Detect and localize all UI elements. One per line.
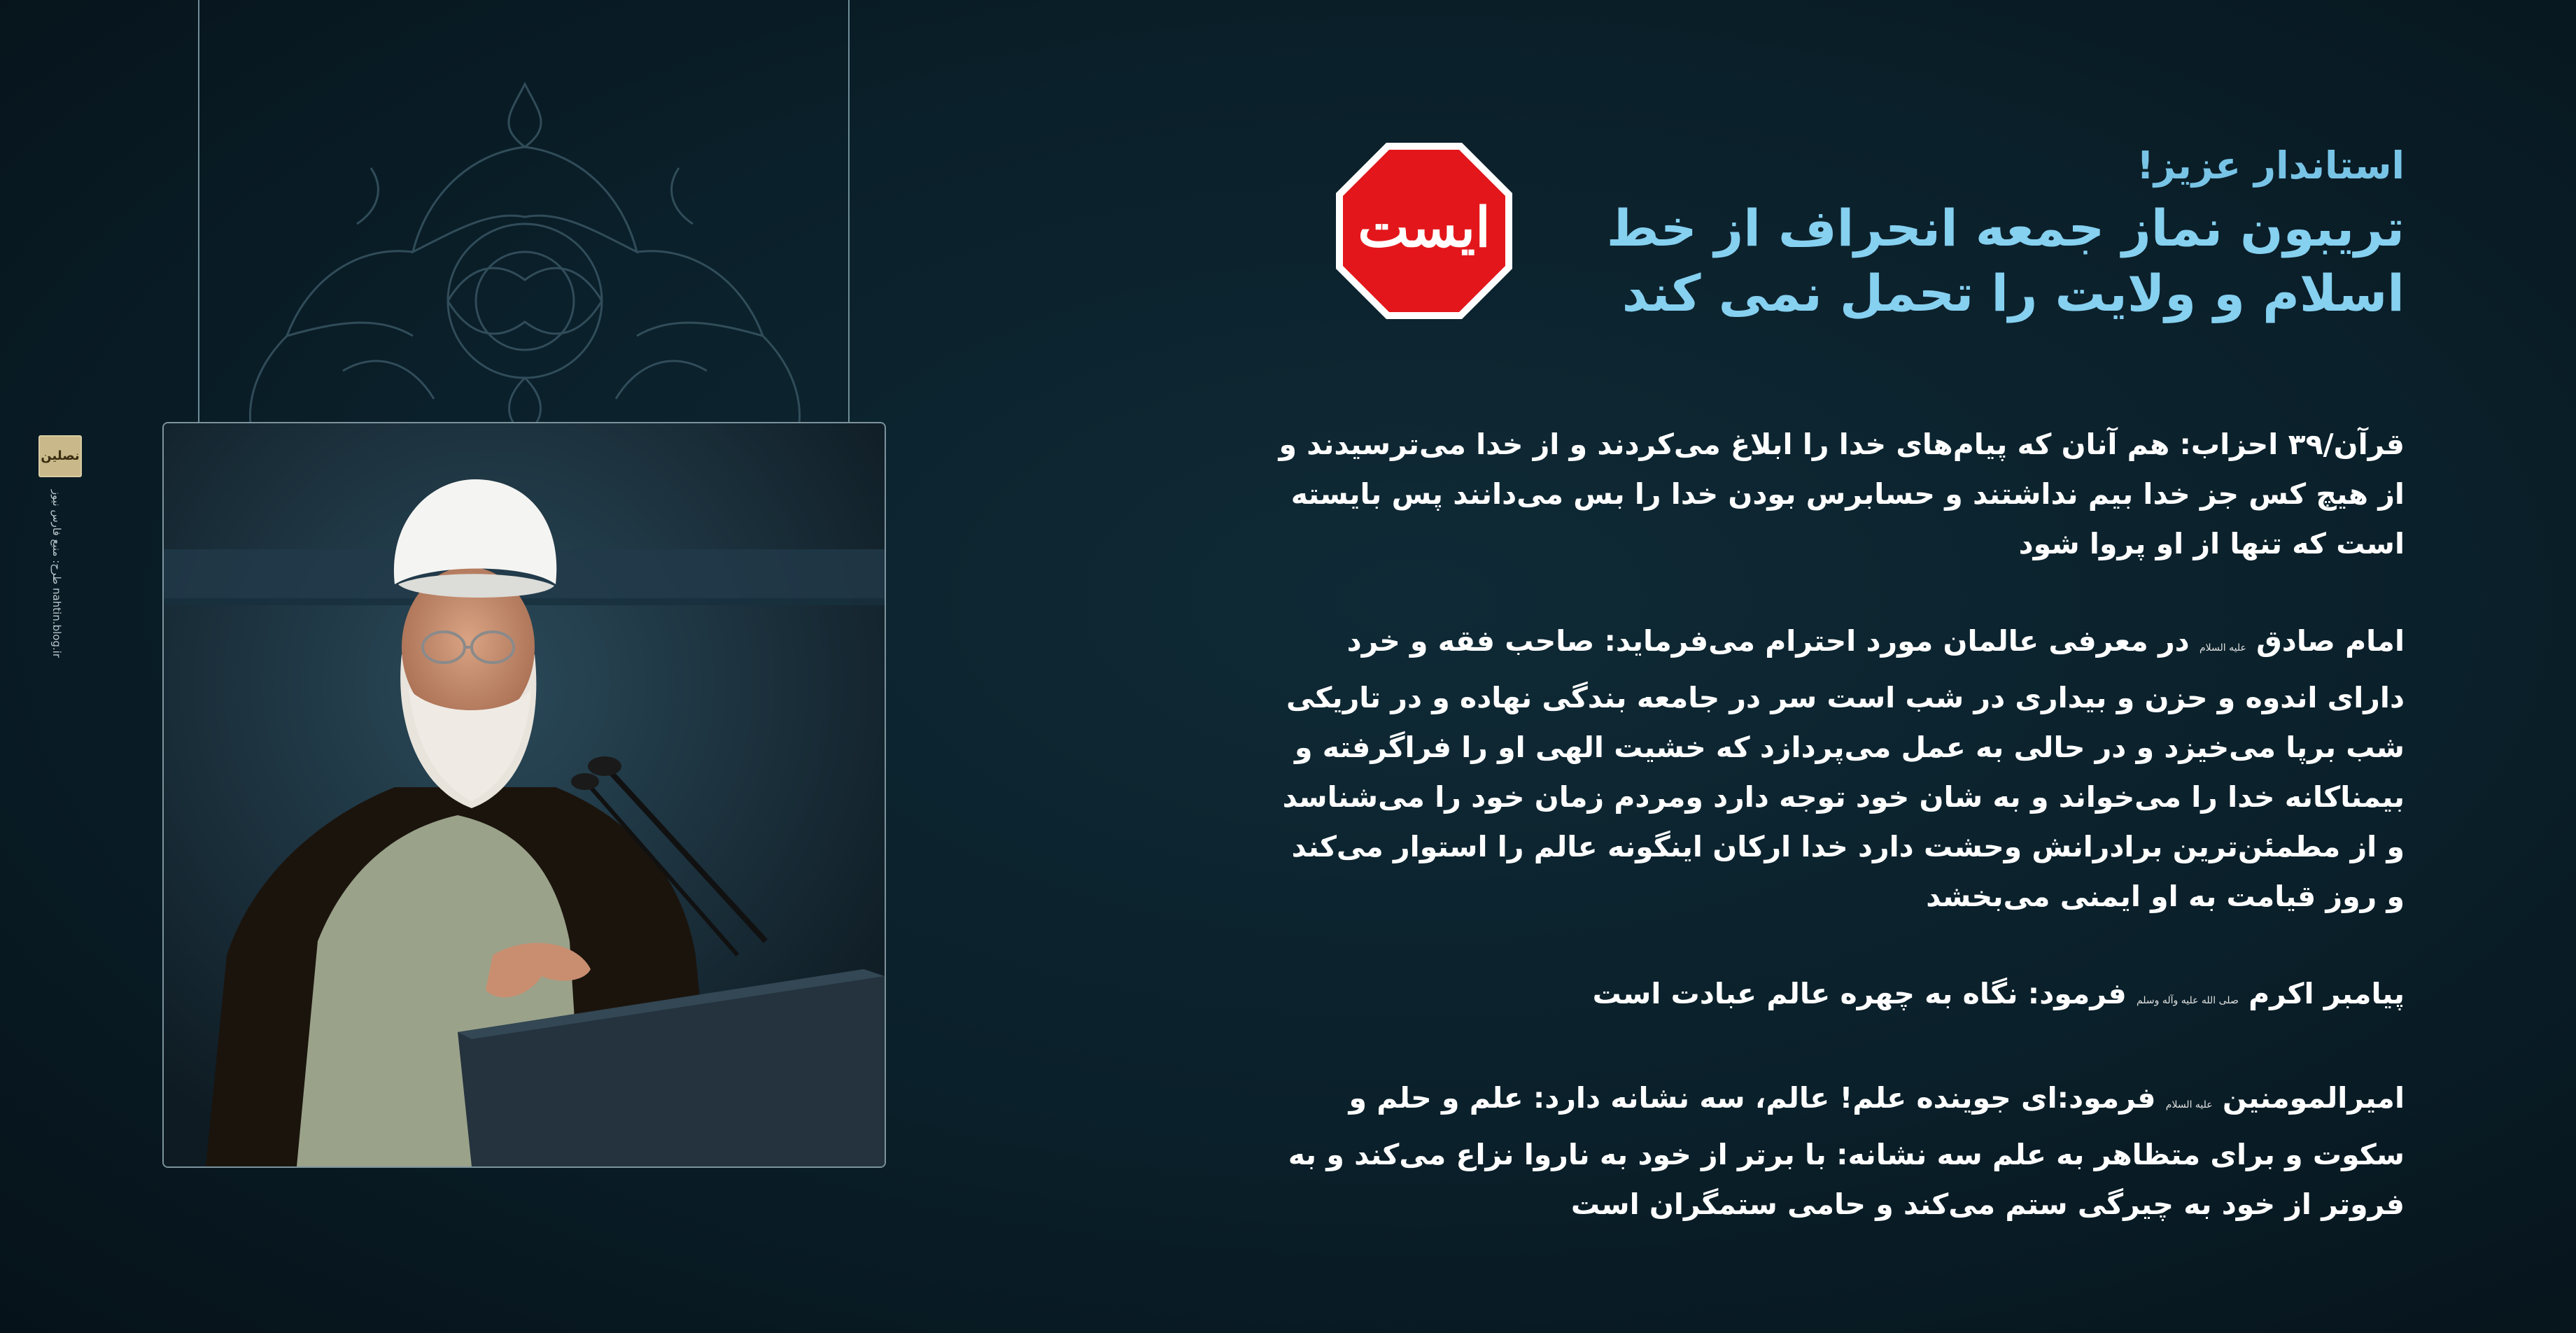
stop-sign: [1333, 140, 1515, 322]
honorific: علیه السلام: [2165, 1099, 2213, 1110]
quote-quran: [1278, 420, 2405, 569]
salutation: استاندار عزیز!: [2137, 143, 2405, 188]
quote-text: فرمود: نگاه به چهره عالم عبادت است: [1592, 977, 2127, 1010]
site-logo: نصلین: [38, 435, 82, 477]
quote-lead: امام صادق: [2256, 624, 2405, 658]
quote-text: در معرفی عالمان مورد احترام می‌فرماید: صاحب فقه و خرد دارای اندوه و حزن و بیداری در شب است سر در جامعه بندگی نهاده و در تاریکی شب برپا می‌خیزد و در حالی به عمل می‌پردازد که خشیت الهی او را فراگرفته و بیمناکانه خدا را می‌خواند و به شان خود توجه دارد ومردم زمان خود را می‌شناسد و از مطمئن‌ترین برادرانش وحشت دارد خدا ارکان اینگونه عالم را استوار می‌کند و روز قیامت به او ایمنی می‌بخشد: [1282, 624, 2405, 913]
quote-text: فرمود:ای جوینده علم! عالم، سه نشانه دارد: علم و حلم و سکوت و برای متظاهر به علم سه نشانه: با برتر از خود به ناروا نزاع می‌کند و به فروتر از خود به چیرگی ستم می‌کند و حامی ستمگران است: [1288, 1081, 2405, 1221]
headline-line-1: تریبون نماز جمعه انحراف از خط: [1606, 198, 2405, 258]
title-block: [1600, 143, 2405, 327]
frame-line-right: [848, 0, 850, 423]
quote-amir-al-muminin: [1278, 1073, 2405, 1229]
frame-line-left: [198, 0, 199, 423]
quote-imam-sadiq: [1278, 616, 2405, 922]
ornament-decoration: [203, 70, 847, 434]
quote-quran-text: قرآن/۳۹ احزاب: هم آنان که پیام‌های خدا را ابلاغ می‌کردند و از خدا می‌ترسیدند و از هیچ کس جز خدا بیم نداشتند و حسابرس بودن خدا را بس می‌دانند پس بایسته است که تنها از او پروا شود: [1279, 428, 2405, 560]
headline-line-2: اسلام و ولایت را تحمل نمی کند: [1621, 264, 2405, 323]
speaker-photo: [162, 422, 886, 1168]
quote-lead: امیرالمومنین: [2222, 1081, 2405, 1115]
quote-lead: پیامبر اکرم: [2248, 977, 2405, 1010]
quote-prophet: [1278, 969, 2405, 1026]
side-caption: nahtin.blog.ir طرح: منبع فارس نیوز: [50, 489, 63, 658]
honorific: صلی الله علیه وآله وسلم: [2136, 995, 2239, 1006]
body-text: [1278, 420, 2405, 1277]
honorific: علیه السلام: [2200, 642, 2246, 654]
stop-sign-label: ایست: [1358, 196, 1491, 260]
